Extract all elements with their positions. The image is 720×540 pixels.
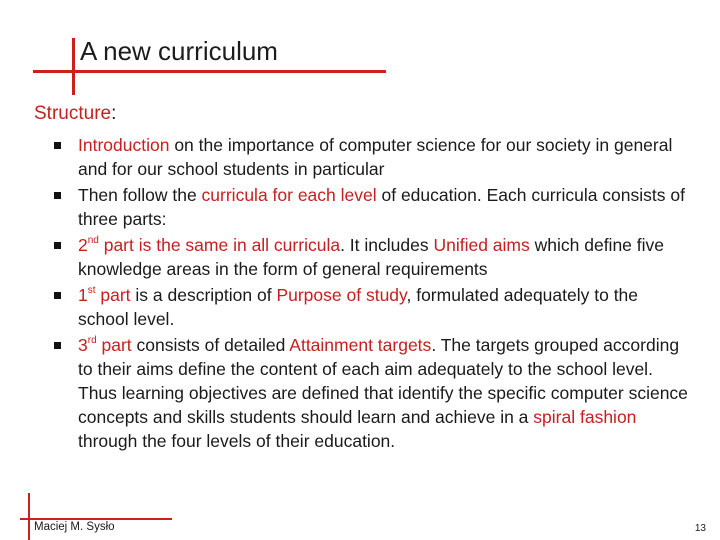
item-text-highlight: 3 [78,335,88,355]
item-text-highlight: 2 [78,235,88,255]
bullet-list [78,133,688,455]
item-text: is a description of [130,285,277,305]
structure-heading [34,103,116,125]
title-underline-decoration [33,70,386,73]
item-text: consists of detailed [131,335,290,355]
ordinal-suffix: nd [87,235,99,247]
item-text: . It includes [340,235,434,255]
item-text-highlight: Purpose of study [276,285,407,305]
list-item [78,283,688,331]
item-text-highlight: part [96,335,132,355]
item-text-highlight: Attainment targets [289,335,432,355]
item-text-highlight: 1 [78,285,88,305]
item-text: Then follow the [78,185,202,205]
item-text: through the four levels of their education. [78,431,396,451]
item-text-highlight: part is the same in all curricula [98,235,341,255]
footer-author: Maciej M. Sysło [34,521,115,533]
item-text-highlight: Unified aims [433,235,530,255]
list-item [78,233,688,281]
item-text-highlight: part [95,285,131,305]
square-bullet-icon [54,292,61,299]
item-text-highlight: Introduction [78,135,170,155]
structure-colon: : [111,103,117,124]
page-number: 13 [694,523,706,534]
square-bullet-icon [54,342,61,349]
item-text-highlight: spiral fashion [533,407,637,427]
list-item [78,133,688,181]
item-text: of education. Each curricula consists of three parts: [78,185,685,229]
footer-underline-decoration [20,518,172,520]
item-text: which define five knowledge areas in the form of general requirements [78,235,665,279]
item-text-highlight: curricula for each level [201,185,377,205]
square-bullet-icon [54,142,61,149]
item-text: on the importance of computer science for our society in general and for our school students in particular [78,135,673,179]
structure-label: Structure [34,103,112,124]
ordinal-suffix: rd [87,335,97,347]
square-bullet-icon [54,242,61,249]
item-text: , formulated adequately to the school level. [78,285,639,329]
list-item [78,183,688,231]
slide-title: A new curriculum [80,36,278,66]
footer-vertical-decoration [28,493,30,540]
square-bullet-icon [54,192,61,199]
list-item [78,333,688,453]
item-text: . The targets grouped according to their aims define the content of each aim adequately to the school level. Thus learning objectives are defined that identify the specific computer science concepts and skills students should learn and achieve in a [78,335,688,427]
title-vertical-decoration [72,38,75,95]
ordinal-suffix: st [87,285,96,297]
